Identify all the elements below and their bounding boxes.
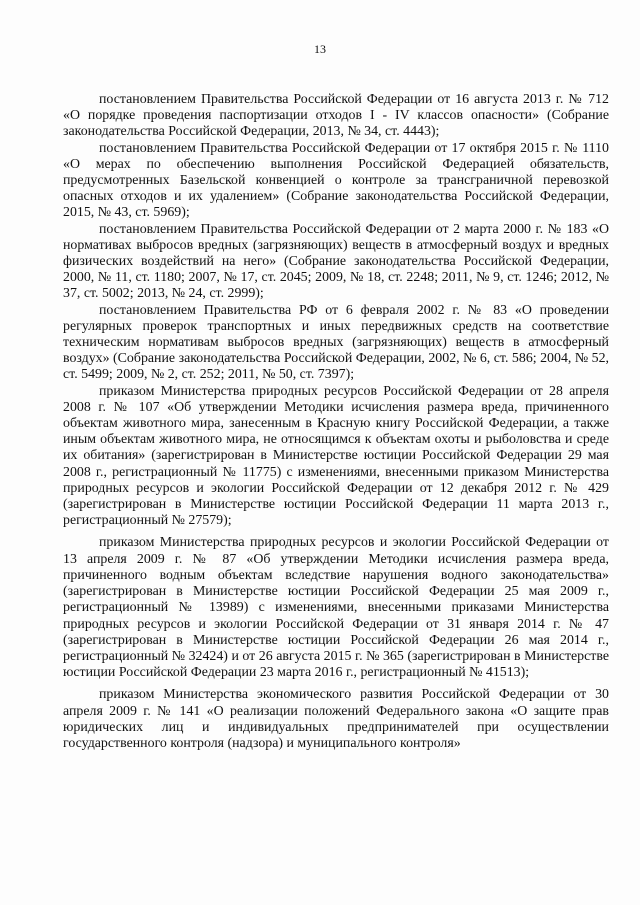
paragraph-2: постановлением Правительства Российской Федерации от 17 октября 2015 г. № 1110 «О мерах по обеспечению выполнения Российской Федерацией обязательств, предусмотренных Базельской конвенцией о контроле за трансграничной перевозкой опасных отходов и их удалением» (Собрание законодательства Российской Федерации, 2015, № 43, ст. 5969); bbox=[63, 140, 609, 221]
paragraph-6: приказом Министерства природных ресурсов и экологии Российской Федерации от 13 апреля 2009 г. № 87 «Об утверждении Методики исчисления размера вреда, причиненного водным объектам вследствие нарушения водного законодательства» (зарегистрирован в Министерстве юстиции Российской Федерации 25 мая 2009 г., регистрационный № 13989) с изменениями, внесенными приказами Министерства природных ресурсов и экологии Российской Федерации от 31 января 2014 г. № 47 (зарегистрирован в Министерстве юстиции Российской Федерации 26 мая 2014 г., регистрационный № 32424) и от 26 августа 2015 г. № 365 (зарегистрирован в Министерстве юстиции Российской Федерации 23 марта 2016 г., регистрационный № 41513); bbox=[63, 535, 609, 681]
paragraph-4: постановлением Правительства РФ от 6 февраля 2002 г. № 83 «О проведении регулярных проверок транспортных и иных передвижных средств на соответствие техническим нормативам выбросов вредных (загрязняющих) веществ в атмосферный воздух» (Собрание законодательства Российской Федерации, 2002, № 6, ст. 586; 2004, № 52, ст. 5499; 2009, № 2, ст. 252; 2011, № 50, ст. 7397); bbox=[63, 302, 609, 383]
paragraph-7: приказом Министерства экономического развития Российской Федерации от 30 апреля 2009 г. № 141 «О реализации положений Федерального закона «О защите прав юридических лиц и индивидуальных предпринимателей при осуществлении государственного контроля (надзора) и муниципального контроля» bbox=[63, 687, 609, 751]
paragraph-5: приказом Министерства природных ресурсов Российской Федерации от 28 апреля 2008 г. № 107 «Об утверждении Методики исчисления размера вреда, причиненного объектам животного мира, занесенным в Красную книгу Российской Федерации, а также иным объектам животного мира, не относящимся к объектам охоты и рыболовства и среде их обитания» (зарегистрирован в Министерстве юстиции Российской Федерации 29 мая 2008 г., регистрационный № 11775) с изменениями, внесенными приказом Министерства природных ресурсов и экологии Российской Федерации от 12 декабря 2012 г. № 429 (зарегистрирован в Министерстве юстиции Российской Федерации 11 марта 2013 г., регистрационный № 27579); bbox=[63, 383, 609, 529]
paragraph-1: постановлением Правительства Российской Федерации от 16 августа 2013 г. № 712 «О порядке проведения паспортизации отходов I - IV классов опасности» (Собрание законодательства Российской Федерации, 2013, № 34, ст. 4443); bbox=[63, 92, 609, 140]
document-body bbox=[63, 92, 609, 752]
paragraph-3: постановлением Правительства Российской Федерации от 2 марта 2000 г. № 183 «О нормативах выбросов вредных (загрязняющих) веществ в атмосферный воздух и вредных физических воздействий на него» (Собрание законодательства Российской Федерации, 2000, № 11, ст. 1180; 2007, № 17, ст. 2045; 2009, № 18, ст. 2248; 2011, № 9, ст. 1246; 2012, № 37, ст. 5002; 2013, № 24, ст. 2999); bbox=[63, 221, 609, 302]
page-number: 13 bbox=[314, 42, 326, 56]
